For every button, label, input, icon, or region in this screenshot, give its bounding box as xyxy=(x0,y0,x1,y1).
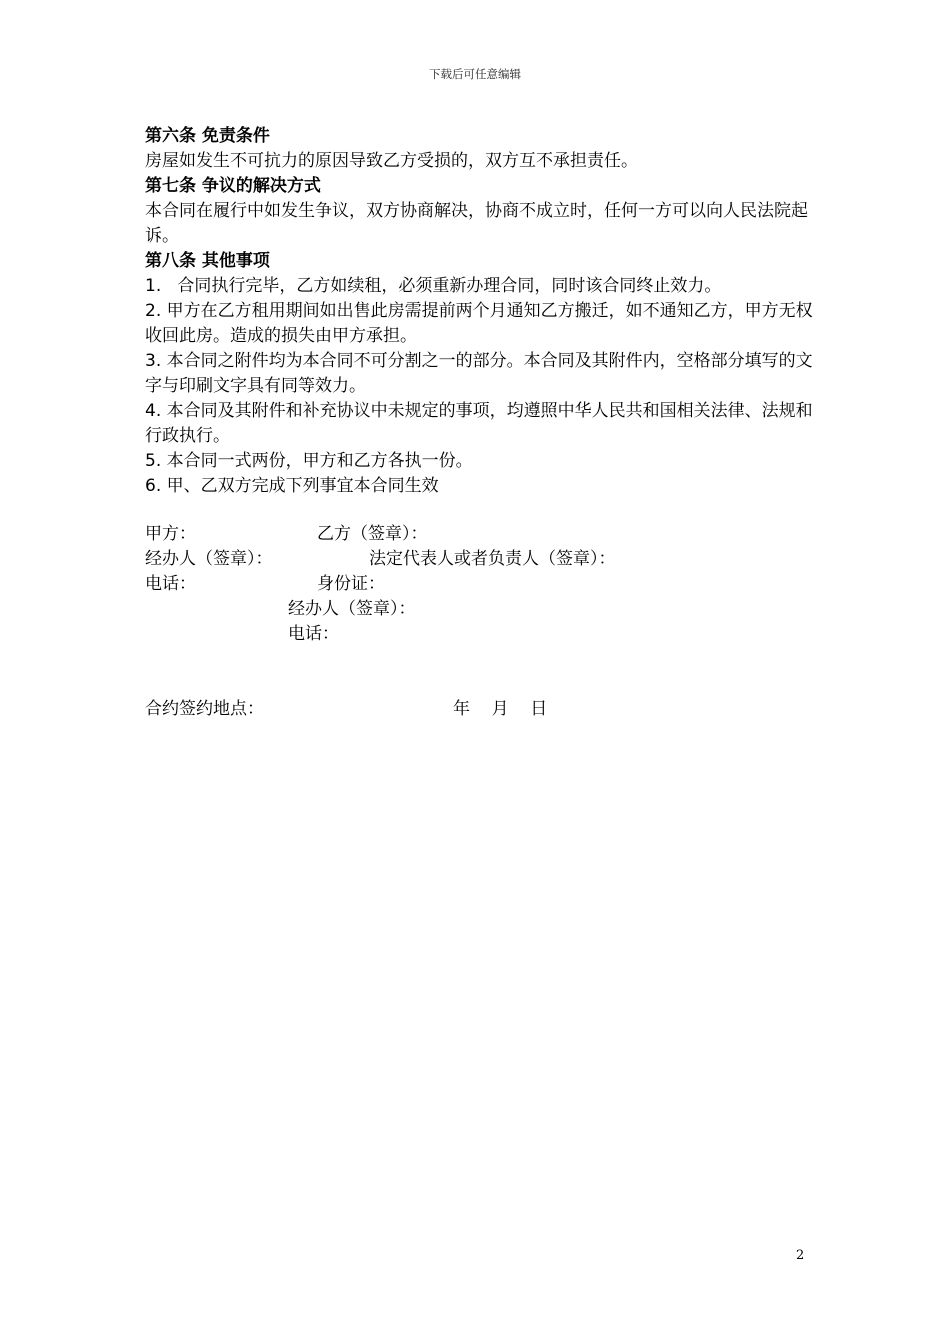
section-exemption xyxy=(145,124,825,174)
page-header-note: 下载后可任意编辑 xyxy=(429,67,521,81)
contract-body xyxy=(145,124,825,499)
party-b-legal-rep-label: 法定代表人或者负责人（签章）： xyxy=(369,549,616,569)
party-b-agent-label: 经办人（签章）： xyxy=(288,599,416,619)
signature-row xyxy=(145,622,825,647)
signing-place-date xyxy=(145,697,825,722)
party-b-phone-label: 电话： xyxy=(288,624,339,644)
signature-block xyxy=(145,522,825,647)
clause-item: 5. 本合同一式两份，甲方和乙方各执一份。 xyxy=(145,451,473,471)
clause-item: 1. 合同执行完毕，乙方如续租，必须重新办理合同，同时该合同终止效力。 xyxy=(145,276,722,296)
signature-row xyxy=(145,522,825,547)
clause-item: 6. 甲、乙双方完成下列事宜本合同生效 xyxy=(145,476,439,496)
party-a-label: 甲方： xyxy=(145,524,196,544)
party-b-id-card-label: 身份证： xyxy=(317,574,385,594)
section-paragraph: 房屋如发生不可抗力的原因导致乙方受损的，双方互不承担责任。 xyxy=(145,151,638,171)
section-heading: 第八条 其他事项 xyxy=(145,251,270,271)
section-other-matters xyxy=(145,249,825,499)
clause-item: 4. 本合同及其附件和补充协议中未规定的事项，均遵照中华人民共和国相关法律、法规和行政执行。 xyxy=(145,401,813,446)
signature-row xyxy=(145,547,825,572)
clause-item: 3. 本合同之附件均为本合同不可分割之一的部分。本合同及其附件内，空格部分填写的文字与印刷文字具有同等效力。 xyxy=(145,351,813,396)
signature-row xyxy=(145,597,825,622)
signature-row xyxy=(145,572,825,597)
page-number: 2 xyxy=(796,1248,805,1263)
signing-date-label: 年 月 日 xyxy=(453,699,548,719)
party-a-agent-label: 经办人（签章）： xyxy=(145,549,273,569)
party-a-phone-label: 电话： xyxy=(145,574,196,594)
section-heading: 第六条 免责条件 xyxy=(145,126,270,146)
section-paragraph: 本合同在履行中如发生争议，双方协商解决，协商不成立时，任何一方可以向人民法院起诉。 xyxy=(145,201,808,246)
section-dispute-resolution xyxy=(145,174,825,249)
section-heading: 第七条 争议的解决方式 xyxy=(145,176,321,196)
signing-place-label: 合约签约地点： xyxy=(145,699,264,719)
party-b-label: 乙方（签章）： xyxy=(317,524,428,544)
clause-item: 2. 甲方在乙方租用期间如出售此房需提前两个月通知乙方搬迁，如不通知乙方，甲方无权收回此房。造成的损失由甲方承担。 xyxy=(145,301,813,346)
